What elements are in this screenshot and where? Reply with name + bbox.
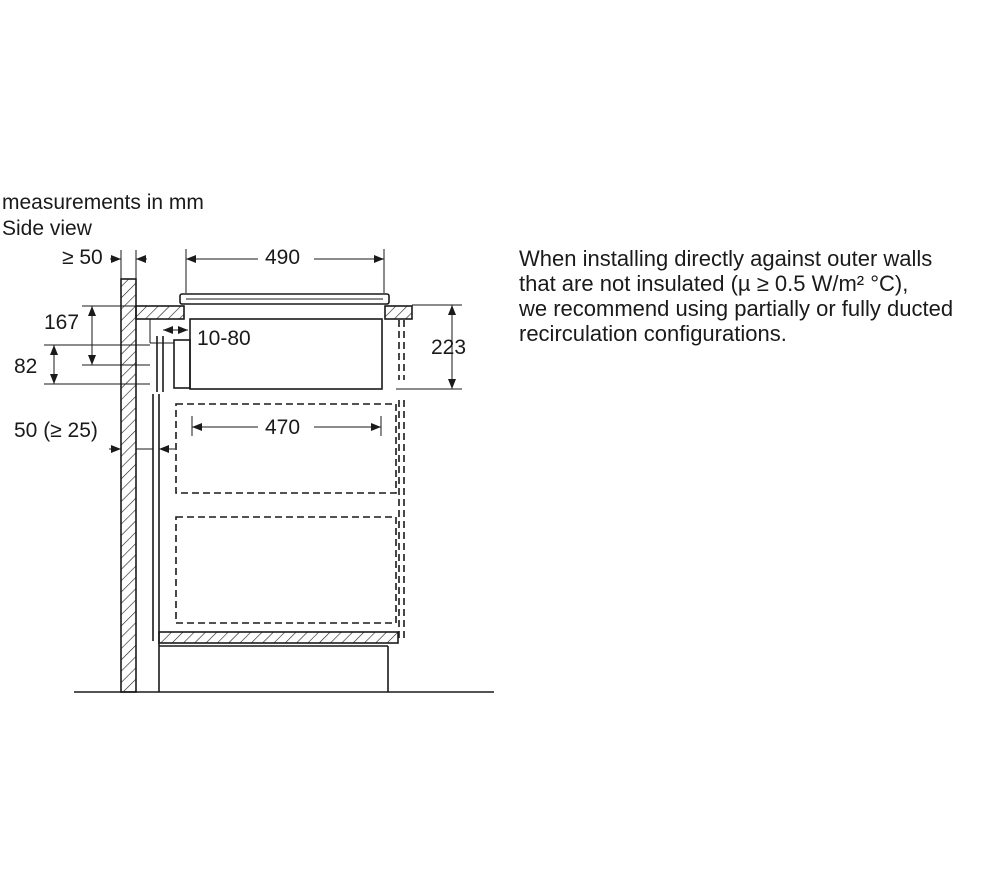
note-line-4: recirculation configurations.	[519, 321, 787, 346]
lower-drawer	[176, 517, 396, 623]
cabinet-bottom	[159, 632, 398, 643]
note-line-1: When installing directly against outer walls	[519, 246, 933, 271]
units-label: measurements in mm	[2, 191, 204, 214]
worktop-left	[136, 306, 184, 319]
dim-167: 167	[44, 311, 80, 334]
note-line-2: that are not insulated (µ ≥ 0.5 W/m² °C),	[519, 271, 909, 296]
dim-unit-width: 470	[265, 416, 301, 439]
dim-pipe-range: 10-80	[197, 327, 251, 350]
dim-82: 82	[14, 355, 38, 378]
outer-wall	[121, 279, 136, 692]
dim-hob-width: 490	[265, 246, 301, 269]
worktop-right	[385, 306, 412, 319]
installation-note	[519, 246, 1000, 346]
dim-worktop-height: 223	[431, 336, 467, 359]
dim-rear-gap: 50 (≥ 25)	[14, 419, 98, 442]
note-line-3: we recommend using partially or fully ducted	[519, 296, 954, 321]
duct-connector	[174, 340, 190, 388]
dim-wall-gap: ≥ 50	[62, 246, 103, 269]
view-label: Side view	[2, 217, 92, 240]
